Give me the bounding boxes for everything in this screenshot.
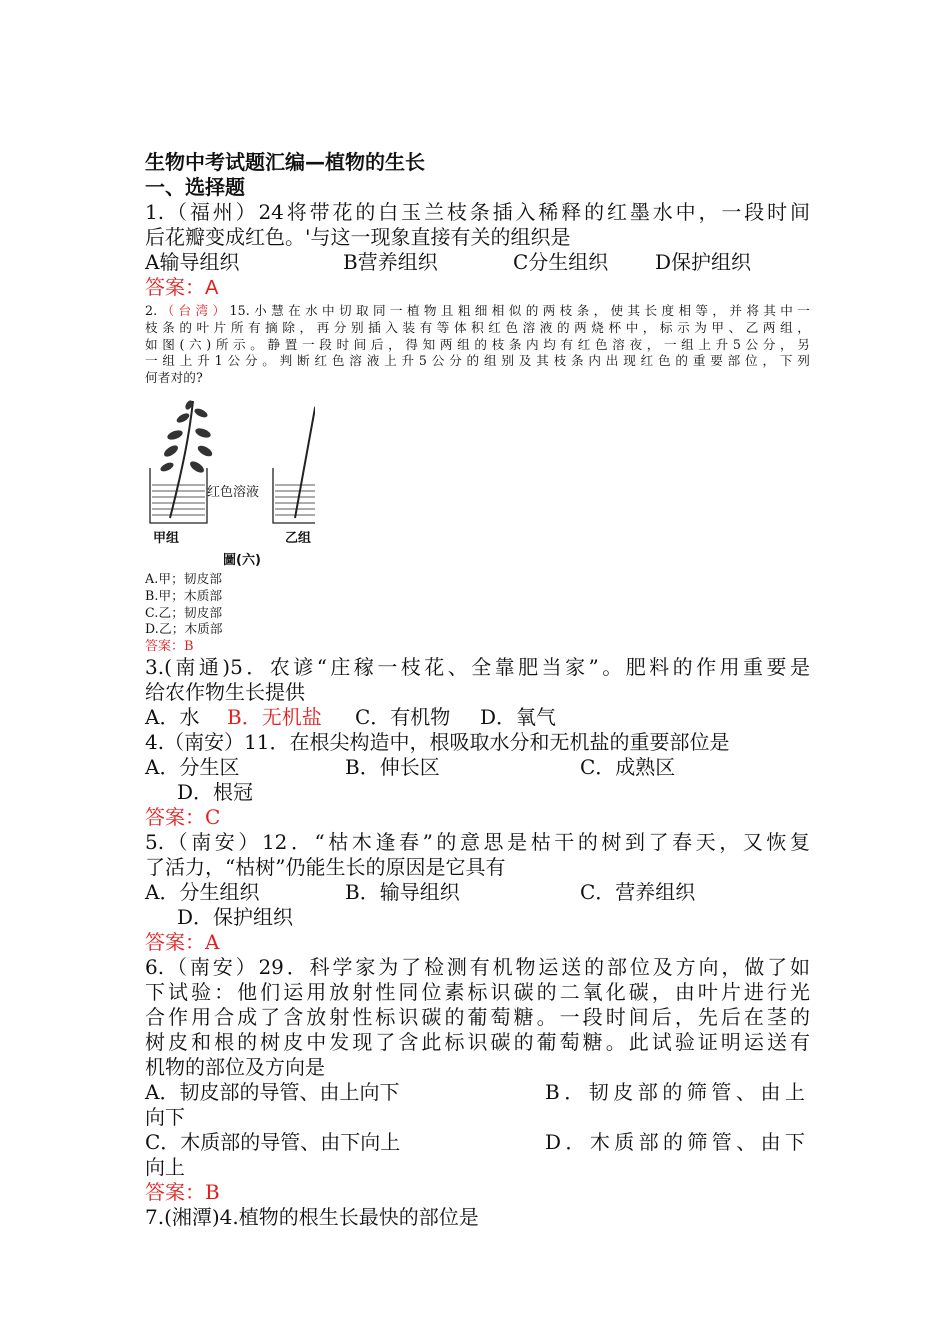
option-d: D．根冠	[177, 780, 254, 805]
question-text: 1.（福州）24将带花的白玉兰枝条插入稀释的红墨水中，一段时间	[145, 200, 810, 224]
question-4	[145, 730, 810, 830]
option-b: B．韧皮部的筛管、由上	[545, 1080, 805, 1105]
option-b: B营养组织	[343, 250, 438, 274]
document-title: 生物中考试题汇编—植物的生长	[145, 150, 425, 174]
question-3	[145, 655, 810, 730]
question-text: 5.（南安）12．“枯木逢春”的意思是枯干的树到了春天，又恢复	[145, 830, 810, 855]
option-row	[145, 880, 810, 905]
question-body: 15.小慧在水中切取同一植物且粗细相似的两枝条，使其长度相等，并将其中一	[229, 303, 810, 318]
figure-caption: 圖(六)	[223, 552, 261, 568]
answer	[145, 275, 810, 301]
option-b: B．无机盐	[227, 705, 322, 730]
question-text: 何者对的?	[145, 370, 203, 386]
document-page	[145, 150, 810, 1230]
question-text: 机物的部位及方向是	[145, 1055, 325, 1080]
option-d: D保护组织	[655, 250, 752, 274]
question-text: 后花瓣变成红色。'与这一现象直接有关的组织是	[145, 225, 571, 249]
question-text: 3.(南通)5．农谚“庄稼一枝花、全靠肥当家”。肥料的作用重要是	[145, 655, 810, 680]
option-row	[145, 755, 810, 780]
option-c: C．营养组织	[580, 880, 696, 905]
solution-label: 红色溶液	[207, 484, 260, 500]
question-7	[145, 1205, 810, 1230]
question-text: 下试验：他们运用放射性同位素标识碳的二氧化碳，由叶片进行光	[145, 980, 810, 1005]
question-number: 2.	[145, 303, 158, 318]
question-text: 了活力，“枯树”仍能生长的原因是它具有	[145, 855, 506, 880]
option-a: A．分生区	[145, 755, 240, 780]
option-c: C.乙；韧皮部	[145, 604, 223, 620]
question-text: 树皮和根的树皮中发现了含此标识碳的葡萄糖。此试验证明运送有	[145, 1030, 810, 1055]
answer: 答案：A	[145, 930, 220, 955]
answer: 答案：B	[145, 1180, 220, 1205]
answer-value: A	[205, 277, 219, 299]
answer-label: 答案：	[145, 275, 205, 299]
question-text: 6.（南安）29．科学家为了检测有机物运送的部位及方向，做了如	[145, 955, 810, 980]
question-6	[145, 955, 810, 1205]
option-row	[145, 705, 810, 730]
question-text	[145, 303, 810, 320]
question-text: 4.（南安）11．在根尖构造中，根吸取水分和无机盐的重要部位是	[145, 730, 730, 755]
option-b: B．伸长区	[345, 755, 440, 780]
question-source: （台湾）	[157, 303, 230, 318]
question-text: 如图(六)所示。静置一段时间后，得知两组的枝条内均有红色溶夜，一组上升5公分，另	[145, 336, 810, 352]
option-d: D.乙；木质部	[145, 621, 223, 637]
option-row	[145, 1080, 810, 1105]
option-d: D．木质部的筛管、由下	[545, 1130, 805, 1155]
leaves-a	[159, 399, 214, 475]
option-a: A．水	[145, 705, 200, 730]
question-1	[145, 200, 810, 301]
group-b-label: 乙组	[285, 530, 312, 546]
option-c: C．木质部的导管、由下向上	[145, 1130, 401, 1155]
option-row	[145, 250, 810, 275]
answer: 答案：B	[145, 639, 194, 655]
solution-b	[275, 485, 315, 515]
option-a: A．分生组织	[145, 880, 260, 905]
answer: 答案：C	[145, 805, 221, 830]
option-d: D．氧气	[480, 705, 557, 730]
option-d-continued: 向上	[145, 1155, 185, 1180]
option-b: B.甲；木质部	[145, 587, 223, 603]
question-text: 枝条的叶片所有摘除，再分别插入装有等体积红色溶液的两烧杯中，标示为甲、乙两组，	[145, 319, 810, 335]
option-c: C．成熟区	[580, 755, 676, 780]
question-5	[145, 830, 810, 955]
option-c: C分生组织	[513, 250, 609, 274]
option-c: C．有机物	[355, 705, 451, 730]
option-row	[145, 1130, 810, 1155]
question-text: 给农作物生长提供	[145, 680, 305, 705]
option-d: D．保护组织	[177, 905, 294, 930]
option-a: A.甲；韧皮部	[145, 570, 223, 586]
question-text: 7.(湘潭)4.植物的根生长最快的部位是	[145, 1205, 479, 1230]
option-a: A输导组织	[145, 250, 240, 274]
section-heading: 一、选择题	[145, 175, 245, 199]
question-text: 一组上升1公分。判断红色溶液上升5公分的组别及其枝条内出现红色的重要部位，下列	[145, 353, 810, 369]
group-a-label: 甲组	[153, 530, 180, 546]
stem-b	[295, 395, 315, 518]
option-b-continued: 向下	[145, 1105, 185, 1130]
option-b: B．输导组织	[345, 880, 460, 905]
question-2	[145, 303, 810, 655]
solution-a	[152, 485, 205, 515]
option-a: A．韧皮部的导管、由上向下	[145, 1080, 400, 1105]
question-text: 合作用合成了含放射性标识碳的葡萄糖。一段时间后，先后在茎的	[145, 1005, 810, 1030]
